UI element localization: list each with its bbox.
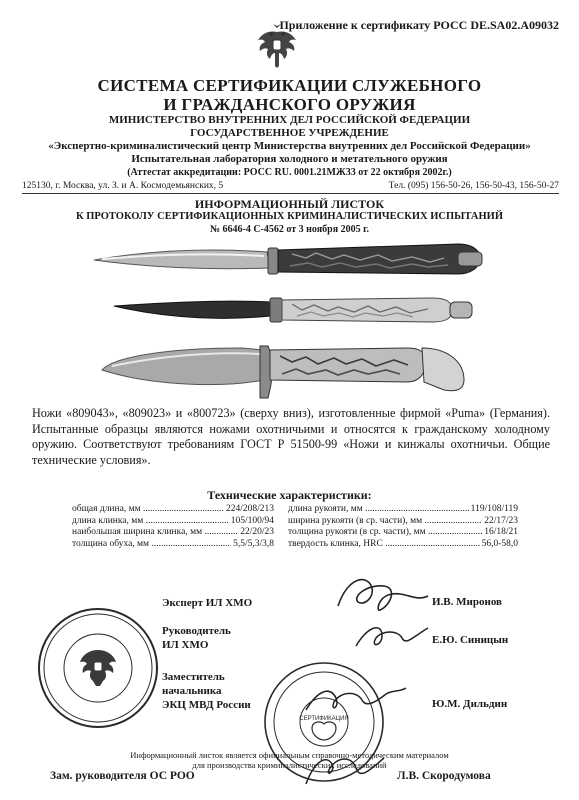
knife-photo-3	[92, 340, 492, 402]
footer-signatory-title: Зам. руководителя ОС РОО	[50, 770, 195, 782]
footer-note-line2: для производства криминалистических исследований	[192, 760, 387, 770]
spec-row	[288, 504, 518, 516]
footer-signatory-name: Л.В. Скородумова	[397, 770, 491, 782]
system-title-line1: СИСТЕМА СЕРТИФИКАЦИИ СЛУЖЕБНОГО	[97, 76, 482, 95]
document-heading: ИНФОРМАЦИОННЫЙ ЛИСТОК	[194, 197, 385, 211]
spec-value: 56,0-58,0	[481, 538, 518, 549]
footer-note-line1: Информационный листок является официальным справочно-методическим материалом	[130, 750, 449, 760]
ministry-name: МИНИСТЕРСТВО ВНУТРЕННИХ ДЕЛ РОССИЙСКОЙ ФЕДЕРАЦИИ	[108, 114, 471, 126]
signature-head	[352, 616, 432, 656]
institution-type: ГОСУДАРСТВЕННОЕ УЧРЕЖДЕНИЕ	[190, 127, 389, 139]
spec-label: общая длина, мм .....	[72, 504, 224, 516]
spec-label: ширина рукояти (в ср. части), мм .....	[288, 516, 482, 528]
system-title-line2: И ГРАЖДАНСКОГО ОРУЖИЯ	[163, 95, 416, 114]
specs-left-column	[72, 504, 274, 550]
spec-label: твердость клинка, HRC .....	[288, 539, 480, 551]
accreditation: (Аттестат аккредитации: РОСС RU. 0001.21МЖ33 от 22 октября 2002г.)	[127, 167, 452, 178]
address: 125130, г. Москва, ул. З. и А. Космодемьянских, 5	[22, 181, 224, 191]
spec-label: толщина обуха, мм .....	[72, 539, 231, 551]
certificate-attachment-note: Приложение к сертификату РОСС DE.SA02.A09032	[279, 18, 559, 32]
head-label-2: ИЛ ХМО	[162, 639, 209, 651]
header-divider	[22, 193, 559, 194]
spec-label: наибольшая ширина клинка, мм .....	[72, 527, 238, 539]
spec-value: 22/20/23	[240, 527, 274, 537]
phone: Тел. (095) 156-50-26, 156-50-43, 156-50-27	[388, 181, 559, 191]
ekc-round-stamp	[36, 606, 160, 730]
spec-value: 22/17/23	[484, 515, 518, 526]
spec-row	[288, 539, 518, 551]
document-number: № 6646-4 С-4562 от 3 ноября 2005 г.	[209, 224, 370, 235]
spec-value: 224/208/213	[225, 504, 274, 514]
expert-label: Эксперт ИЛ ХМО	[162, 597, 253, 609]
knife-photo-2	[92, 292, 492, 336]
deputy-label-1: Заместитель	[162, 671, 225, 683]
spec-label: длина клинка, мм .....	[72, 516, 229, 528]
center-name: «Экспертно-криминалистический центр Министерства внутренних дел Российской Федерации»	[48, 140, 531, 152]
spec-row	[288, 516, 518, 528]
deputy-label-2: начальника	[162, 685, 222, 697]
spec-row	[72, 504, 274, 516]
spec-row	[288, 527, 518, 539]
expert-name: И.В. Миронов	[432, 596, 502, 608]
footer-note	[0, 750, 579, 770]
specs-right-column	[288, 504, 518, 550]
spec-value: 16/18/21	[484, 527, 518, 537]
lab-name: Испытательная лаборатория холодного и метательного оружия	[131, 153, 448, 165]
deputy-label-3: ЭКЦ МВД России	[162, 699, 251, 711]
knife-photo-1	[92, 238, 492, 288]
spec-value: 5,5/5,3/3,8	[233, 538, 274, 549]
description-paragraph: Ножи «809043», «809023» и «800723» (сверху вниз), изготовленные фирмой «Puma» (Германия). Испытанные образцы являются ножами охотничьими и относятся к гражданскому холодному оружию. Соответствуют требованиям ГОСТ Р 51500-99 «Ножи и кинжалы охотничьи. Общие технические условия».	[32, 406, 550, 467]
deputy-name: Ю.М. Дильдин	[432, 698, 508, 710]
head-name: Е.Ю. Синицын	[432, 634, 509, 646]
spec-row	[72, 516, 274, 528]
svg-text:СЕРТИФИКАЦИЯ: СЕРТИФИКАЦИЯ	[299, 716, 349, 722]
spec-row	[72, 539, 274, 551]
spec-label: толщина рукояти (в ср. части), мм .....	[288, 527, 482, 539]
specs-title: Технические характеристики:	[207, 488, 372, 502]
spec-row	[72, 527, 274, 539]
spec-label: длина рукояти, мм .....	[288, 504, 469, 516]
head-label-1: Руководитель	[162, 625, 231, 637]
spec-value: 105/100/94	[230, 515, 274, 526]
spec-value: 119/108/119	[470, 504, 518, 514]
document-subheading: К ПРОТОКОЛУ СЕРТИФИКАЦИОННЫХ КРИМИНАЛИСТИЧЕСКИХ ИСПЫТАНИЙ	[76, 211, 503, 222]
